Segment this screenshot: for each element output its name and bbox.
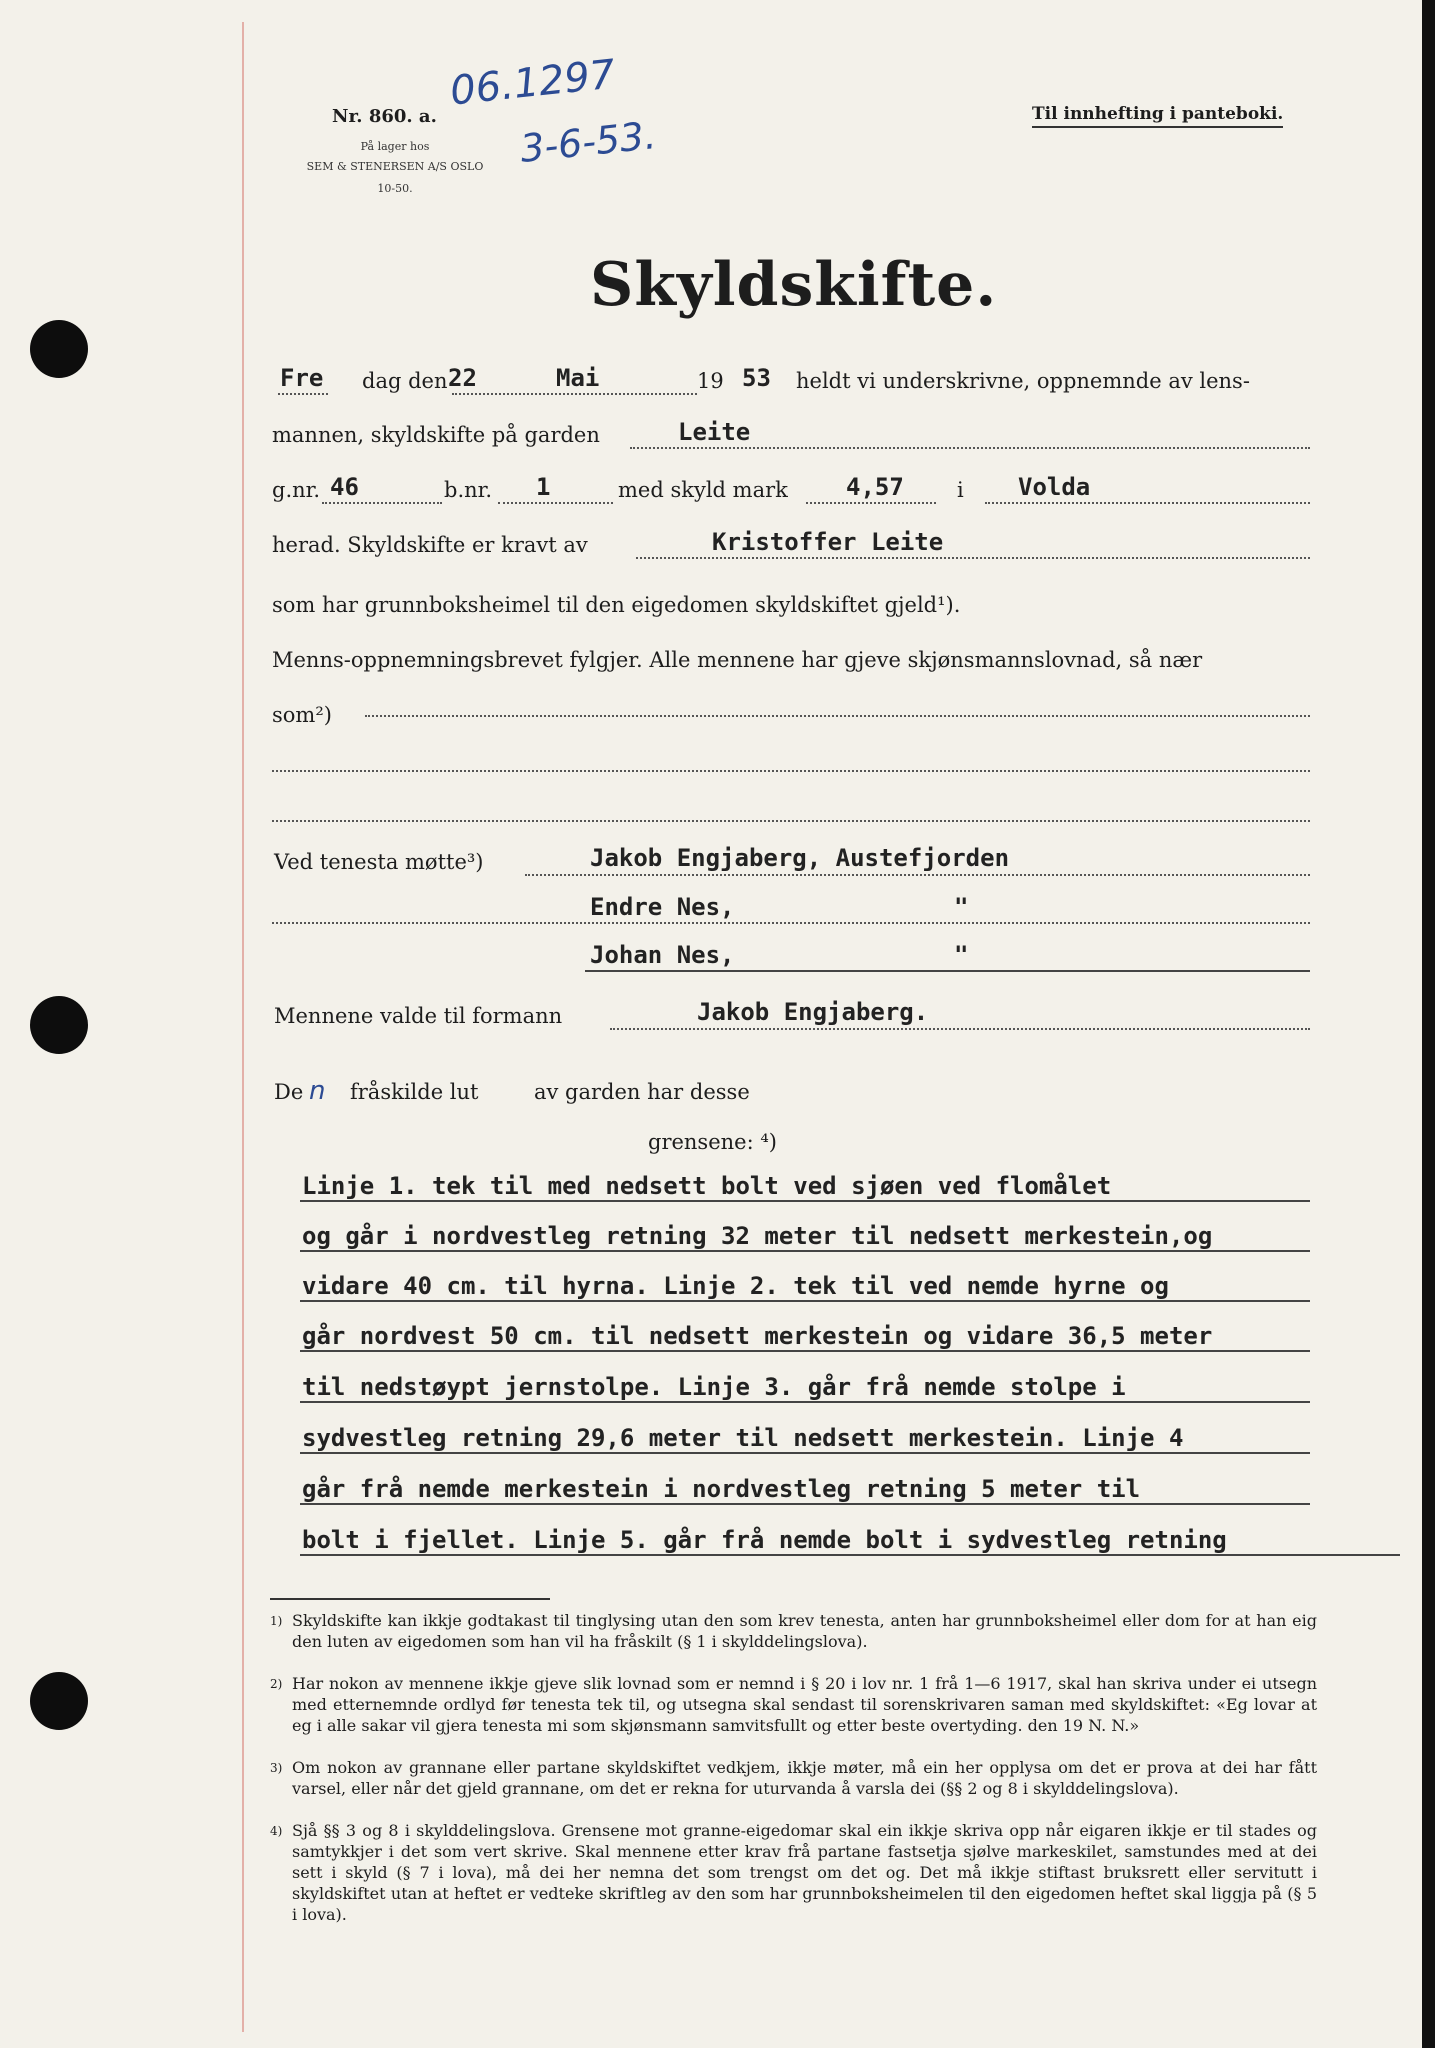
- met-label: Ved tenesta møtte³): [274, 850, 484, 874]
- boundary-line: og går i nordvestleg retning 32 meter til nedsett merkestein,og: [302, 1222, 1213, 1250]
- farm-value: Leite: [678, 418, 751, 446]
- footnote: Sjå §§ 3 og 8 i skylddelingslova. Grensene mot granne-eigedomar skal ein ikkje skriva opp når eigaren ikkje er til stades og samtykkjer i det som vert skrive. Skal mennene etter krav frå partane fastsetja sjølve markeskilet, samstundes med at dei sett i skyld (§ 7 i lova), må dei her nemna det som trengst om det og. Det må ikkje stiftast bruksrett eller servitutt i skyldskiftet utan at heftet er vedteke skriftleg av den som har grunnboksheimelen til den eigedomen heftet skal liggja på (§ 5 i lova).: [292, 1821, 1317, 1924]
- man-name: Johan Nes,: [590, 941, 735, 969]
- lut-text: fråskilde lut: [350, 1080, 479, 1104]
- boundary-line: går frå nemde merkestein i nordvestleg retning 5 meter til: [302, 1475, 1141, 1503]
- margin-line: [242, 22, 244, 2032]
- lut-handwritten-n: n: [309, 1076, 326, 1106]
- weekday-value: Fre: [280, 364, 324, 392]
- man-name: Endre Nes,: [590, 893, 735, 921]
- document-title: Skyldskifte.: [590, 250, 998, 320]
- municipality-value: Volda: [1018, 473, 1091, 501]
- boundary-line: går nordvest 50 cm. til nedsett merkestein og vidare 36,5 meter: [302, 1322, 1213, 1350]
- boundary-line: sydvestleg retning 29,6 meter til nedsett merkestein. Linje 4: [302, 1424, 1184, 1452]
- handwritten-date: 3-6-53.: [518, 113, 659, 171]
- mark-value: 4,57: [846, 473, 904, 501]
- punch-hole: [30, 1672, 88, 1730]
- year-prefix: 19: [697, 369, 724, 393]
- i-label: i: [957, 478, 964, 502]
- punch-hole: [30, 996, 88, 1054]
- footnote-number: 3): [270, 1761, 283, 1775]
- ditto-mark: ": [954, 941, 969, 969]
- day-value: 22: [448, 364, 477, 392]
- footnote: Skyldskifte kan ikkje godtakast til tinglysing utan den som krev tenesta, anten har grunnboksheimel eller dom for at han eig den luten av eigedomen som han vil ha fråskilt (§ 1 i skylddelingslova).: [292, 1611, 1317, 1651]
- boundary-line: til nedstøypt jernstolpe. Linje 3. går frå nemde stolpe i: [302, 1373, 1126, 1401]
- month-value: Mai: [556, 364, 600, 392]
- line7-text: som²): [272, 703, 332, 727]
- binding-note: Til innhefting i panteboki.: [1032, 104, 1283, 128]
- year-value: 53: [742, 364, 771, 392]
- bnr-label: b.nr.: [444, 478, 493, 502]
- form-number: Nr. 860. a.: [332, 106, 437, 127]
- requester-value: Kristoffer Leite: [712, 528, 944, 556]
- ditto-mark: ": [954, 893, 969, 921]
- line2-text: mannen, skyldskifte på garden: [272, 423, 600, 447]
- line1-rest: heldt vi underskrivne, oppnemnde av lens-: [796, 369, 1250, 393]
- footnote-number: 1): [270, 1614, 283, 1628]
- lut-text: av garden har desse: [534, 1080, 750, 1104]
- gnr-value: 46: [330, 473, 359, 501]
- punch-hole: [30, 320, 88, 378]
- chair-label: Mennene valde til formann: [274, 1004, 563, 1028]
- gnr-label: g.nr.: [272, 478, 321, 502]
- line5-text: som har grunnboksheimel til den eigedomen skyldskiftet gjeld¹).: [272, 593, 961, 617]
- footnote-number: 2): [270, 1677, 283, 1691]
- printer-line: SEM & STENERSEN A/S OSLO: [306, 160, 484, 173]
- boundary-line: bolt i fjellet. Linje 5. går frå nemde bolt i sydvestleg retning: [302, 1526, 1227, 1554]
- label-dag: dag den: [362, 369, 448, 393]
- printer-line: På lager hos: [360, 140, 430, 153]
- bnr-value: 1: [536, 473, 551, 501]
- chair-value: Jakob Engjaberg.: [697, 998, 929, 1026]
- footnote-rule: [270, 1598, 550, 1600]
- footnote-number: 4): [270, 1824, 283, 1838]
- footnote: Om nokon av grannane eller partane skyldskiftet vedkjem, ikkje møter, må ein her opplysa om det er prova at dei har fått varsel, eller når det gjeld grannane, om det er rekna for uturvanda å varsla dei (§§ 2 og 8 i skylddelingslova).: [292, 1758, 1317, 1798]
- boundary-line: Linje 1. tek til med nedsett bolt ved sjøen ved flomålet: [302, 1172, 1112, 1200]
- printer-line: 10-50.: [377, 182, 413, 195]
- grenser-label: grensene: ⁴): [648, 1130, 777, 1154]
- line6-text: Menns-oppnemningsbrevet fylgjer. Alle mennene har gjeve skjønsmannslovnad, så nær: [272, 648, 1203, 672]
- lut-de: De: [274, 1080, 304, 1104]
- mark-label: med skyld mark: [618, 478, 788, 502]
- footnote: Har nokon av mennene ikkje gjeve slik lovnad som er nemnd i § 20 i lov nr. 1 frå 1—6 1917, skal han skriva under ei utsegn med etternemnde ordlyd før tenesta tek til, og utsegna skal sendast til sorenskrivaren saman med skyldskiftet: «Eg lovar at eg i alle sakar vil gjera tenesta mi som skjønsmann samvitsfullt og etter beste overtyding. den 19 N. N.»: [292, 1674, 1317, 1735]
- line4-text: herad. Skyldskifte er kravt av: [272, 533, 588, 557]
- man-name: Jakob Engjaberg, Austefjorden: [590, 844, 1010, 872]
- handwritten-number: 06.1297: [448, 51, 618, 115]
- boundary-line: vidare 40 cm. til hyrna. Linje 2. tek til ved nemde hyrne og: [302, 1272, 1169, 1300]
